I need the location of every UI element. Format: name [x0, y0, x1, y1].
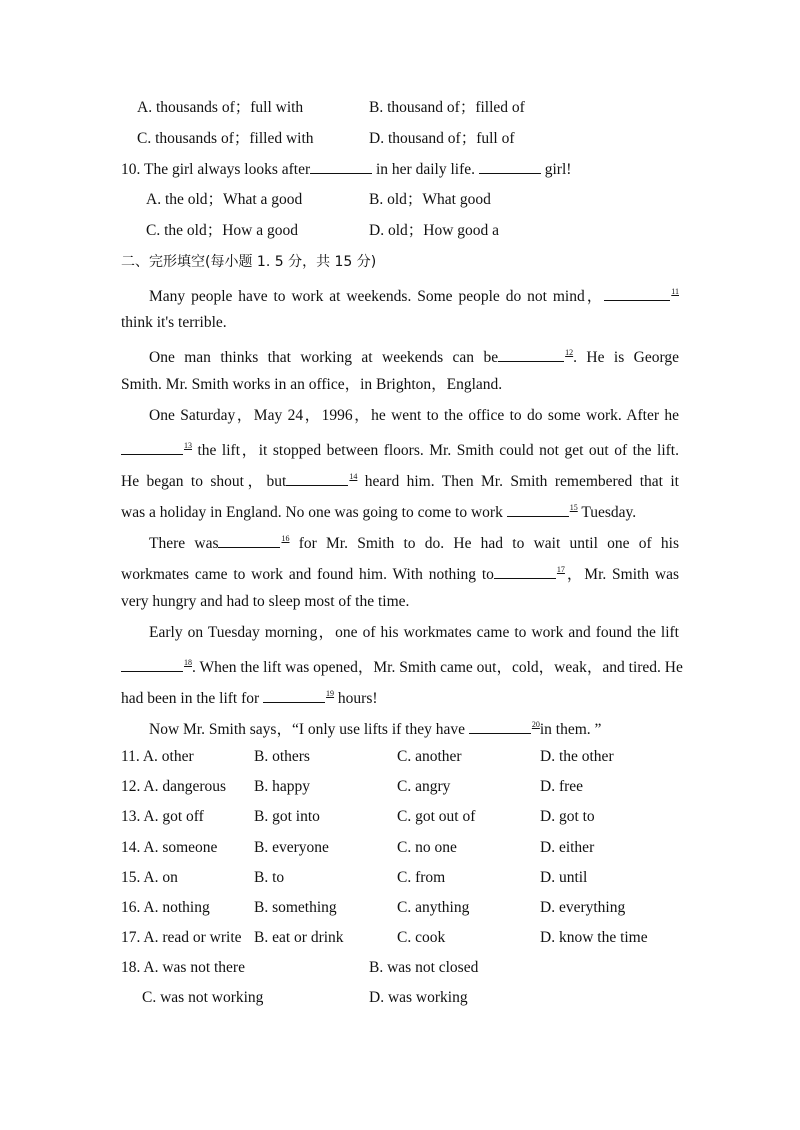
p4-text-2b: ，Mr. Smith was	[564, 566, 680, 584]
blank-16	[218, 533, 280, 548]
q9-option-a: A. thousands of；full with	[137, 99, 304, 116]
q10-option-c: C. the old；How a good	[146, 222, 298, 239]
p5-text-3a: had been in the lift for	[121, 690, 260, 708]
p6-text-b: in them. ”	[539, 721, 602, 739]
passage-p2-line1	[149, 344, 679, 368]
blank-number-12: 12	[565, 348, 574, 357]
q9-option-d: D. thousand of；full of	[369, 130, 515, 147]
passage-p3-line3	[121, 468, 679, 492]
q10-stem	[121, 159, 571, 180]
p6-text-a: Now Mr. Smith says，“I only use lifts if they have	[149, 721, 465, 739]
choice-12-b: B. happy	[254, 778, 310, 795]
q10-blank-1	[310, 159, 372, 174]
section-heading: 二、完形填空(每小题 1. 5 分，共 15 分)	[121, 254, 377, 270]
p3-text-4a: was a holiday in England. No one was going to come to work	[121, 504, 503, 522]
q10-stem-part3: girl!	[540, 161, 572, 178]
choice-12-d: D. free	[540, 778, 584, 795]
choice-17-d: D. know the time	[540, 929, 648, 946]
p1-text: Many people have to work at weekends. Some people do not mind，	[149, 288, 605, 306]
blank-18	[121, 657, 183, 672]
q18-option-c: C. was not working	[142, 989, 264, 1006]
p2-text-b: . He is George	[573, 349, 680, 367]
p2-text-a: One man thinks that working at weekends can be	[149, 349, 499, 367]
blank-20	[469, 719, 531, 734]
passage-p5-line1: Early on Tuesday morning，one of his workmates came to work and found the lift	[149, 624, 679, 641]
p4-text-1a: There was	[149, 535, 219, 553]
blank-13	[121, 440, 183, 455]
blank-number-16: 16	[281, 534, 290, 543]
choice-16-b: B. something	[254, 899, 337, 916]
choice-17-a: 17. A. read or write	[121, 929, 242, 946]
blank-11	[604, 286, 670, 301]
blank-number-17: 17	[556, 565, 565, 574]
choice-15-c: C. from	[397, 869, 446, 886]
passage-p6-line1	[149, 716, 679, 740]
blank-number-13: 13	[184, 441, 192, 450]
choice-14-c: C. no one	[397, 839, 457, 856]
p3-text-4b: Tuesday.	[577, 504, 637, 522]
p5-text-2: . When the lift was opened，Mr. Smith came out，cold，weak，and tired. He	[192, 659, 683, 677]
q9-option-c: C. thousands of；filled with	[137, 130, 314, 147]
q10-blank-2	[479, 159, 541, 174]
passage-p4-line3: very hungry and had to sleep most of the time.	[121, 593, 410, 610]
passage-p4-line2	[121, 561, 679, 585]
q18-option-b: B. was not closed	[369, 959, 479, 976]
blank-12	[498, 347, 564, 362]
q10-stem-part1: 10. The girl always looks after	[121, 161, 311, 178]
choice-11-a: 11. A. other	[121, 748, 194, 765]
passage-p4-line1	[149, 530, 679, 554]
choice-11-c: C. another	[397, 748, 462, 765]
blank-number-14: 14	[349, 472, 358, 481]
q10-option-a: A. the old；What a good	[146, 191, 303, 208]
choice-14-a: 14. A. someone	[121, 839, 218, 856]
q10-option-b: B. old；What good	[369, 191, 491, 208]
passage-p2-line2: Smith. Mr. Smith works in an office，in Brighton，England.	[121, 376, 503, 393]
p5-text-3b: hours!	[334, 690, 378, 708]
blank-number-19: 19	[326, 689, 335, 698]
blank-number-15: 15	[569, 503, 578, 512]
blank-17	[494, 564, 556, 579]
passage-p5-line3	[121, 685, 679, 709]
blank-number-18: 18	[184, 658, 192, 667]
passage-p3-line4	[121, 499, 679, 523]
choice-16-a: 16. A. nothing	[121, 899, 210, 916]
choice-16-d: D. everything	[540, 899, 626, 916]
choice-13-d: D. got to	[540, 808, 595, 825]
choice-17-b: B. eat or drink	[254, 929, 344, 946]
blank-19	[263, 688, 325, 703]
p3-text-2: the lift，it stopped between floors. Mr. Smith could not get out of the lift.	[192, 442, 679, 460]
p3-text-3b: heard him. Then Mr. Smith remembered that it	[357, 473, 679, 491]
q9-option-b: B. thousand of；filled of	[369, 99, 525, 116]
choice-15-b: B. to	[254, 869, 285, 886]
blank-15	[507, 502, 569, 517]
passage-p5-line2	[121, 654, 683, 678]
passage-p3-line2	[121, 437, 679, 461]
passage-p3-line1: One Saturday，May 24，1996，he went to the office to do some work. After he	[149, 407, 679, 424]
choice-11-d: D. the other	[540, 748, 614, 765]
q10-stem-part2: in her daily life.	[372, 161, 479, 178]
choice-12-a: 12. A. dangerous	[121, 778, 227, 795]
choice-15-d: D. until	[540, 869, 588, 886]
q18-option-d: D. was working	[369, 989, 468, 1006]
p4-text-1b: for Mr. Smith to do. He had to wait until one of his	[289, 535, 679, 553]
choice-13-a: 13. A. got off	[121, 808, 204, 825]
choice-13-b: B. got into	[254, 808, 320, 825]
p3-text-3a: He began to shout，but	[121, 473, 287, 491]
choice-14-b: B. everyone	[254, 839, 329, 856]
blank-number-11: 11	[671, 287, 679, 296]
q18-option-a: 18. A. was not there	[121, 959, 245, 976]
blank-number-20: 20	[531, 720, 540, 729]
choice-11-b: B. others	[254, 748, 310, 765]
p4-text-2a: workmates came to work and found him. With nothing to	[121, 566, 494, 584]
passage-p1-line1	[149, 283, 679, 307]
choice-16-c: C. anything	[397, 899, 470, 916]
choice-17-c: C. cook	[397, 929, 446, 946]
passage-p1-line2: think it's terrible.	[121, 314, 227, 331]
q10-option-d: D. old；How good a	[369, 222, 500, 239]
choice-15-a: 15. A. on	[121, 869, 178, 886]
blank-14	[286, 471, 348, 486]
choice-12-c: C. angry	[397, 778, 451, 795]
choice-14-d: D. either	[540, 839, 595, 856]
choice-13-c: C. got out of	[397, 808, 476, 825]
